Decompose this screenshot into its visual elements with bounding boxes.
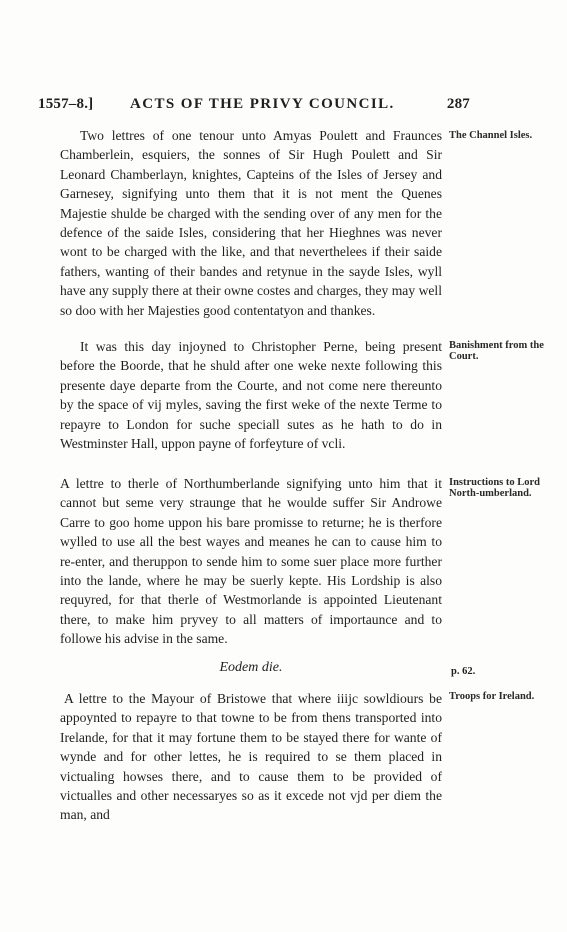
paragraph-text: Two lettres of one tenour unto Amyas Poulett and Fraunces Chamberlein, esquiers, the sonnes of Sir Hugh Poulett and Sir Leonard Chamberlayn, knightes, Capteins of the Isles of Jersey and Garnesey, signifying unto them that it is not ment the Quenes Majestie shulde be charged with the sending over of any men for the defence of the saide Isles, considering that her Hieghnes was never wont to be charged with the like, and that neverthelees if their saide fathers, wanting of their bandes and retynue in the sayde Isles, wyll have any supply there at their owne costes and charges, they may well so doo with her Majesties good contentatyon and thankes. bbox=[60, 128, 442, 318]
section-heading: Eodem die. bbox=[219, 660, 283, 675]
running-header bbox=[38, 96, 470, 118]
margin-note-troops: Troops for Ireland. bbox=[449, 691, 535, 702]
header-date-range: 1557–8.] bbox=[38, 96, 94, 112]
paragraph-channel-isles bbox=[60, 126, 442, 320]
paragraph-text: It was this day injoyned to Christopher Perne, being present before the Boorde, that he shuld after one weke nexte following this presente daye departe from the Courte, and not come nere thereunto by the space of vij myles, saving the first weke of the nexte Terme to repayre to London for suche speciall sutes as he hath to do in Westminster Hall, uppon payne of forfeyture of vcli. bbox=[60, 339, 442, 452]
page-reference: p. 62. bbox=[451, 666, 476, 677]
paragraph-text: A lettre to therle of Northumberlande signifying unto him that it cannot but seme very straunge that he woulde suffer Sir Androwe Carre to goo home uppon his bare promisse to returne; he is therfore wylled to use all the best wayes and meanes he can to cause him to re-enter, and theruppon to sende him to some suer place more further into the lande, where he may be suerly kepte. His Lordship is also requyred, for that therle of Westmorlande is appointed Lieutenant there, to make him pryvey to all matters of importaunce and to followe his advise in the same. bbox=[60, 476, 442, 647]
paragraph-northumberland bbox=[60, 474, 442, 649]
margin-note-banishment: Banishment from the Court. bbox=[449, 340, 544, 362]
paragraph-banishment bbox=[60, 337, 442, 453]
margin-note-channel-isles: The Channel Isles. bbox=[449, 130, 533, 141]
page-number: 287 bbox=[446, 96, 470, 112]
header-title: ACTS OF THE PRIVY COUNCIL. bbox=[130, 96, 395, 112]
margin-note-northumberland: Instructions to Lord North-umberland. bbox=[449, 477, 541, 499]
paragraph-troops-ireland bbox=[60, 689, 442, 825]
paragraph-text: A lettre to the Mayour of Bristowe that where iiijc sowldiours be appoynted to repayre to that towne to be from thens transported into Irelande, for that it may fortune them to be stayed there for wante of wynde and for other lettes, he is required to se them placed in victualing howses there, and to cause them to be provided of victualles and other necessaryes so as it excede not vjd per diem the man, and bbox=[60, 691, 442, 823]
